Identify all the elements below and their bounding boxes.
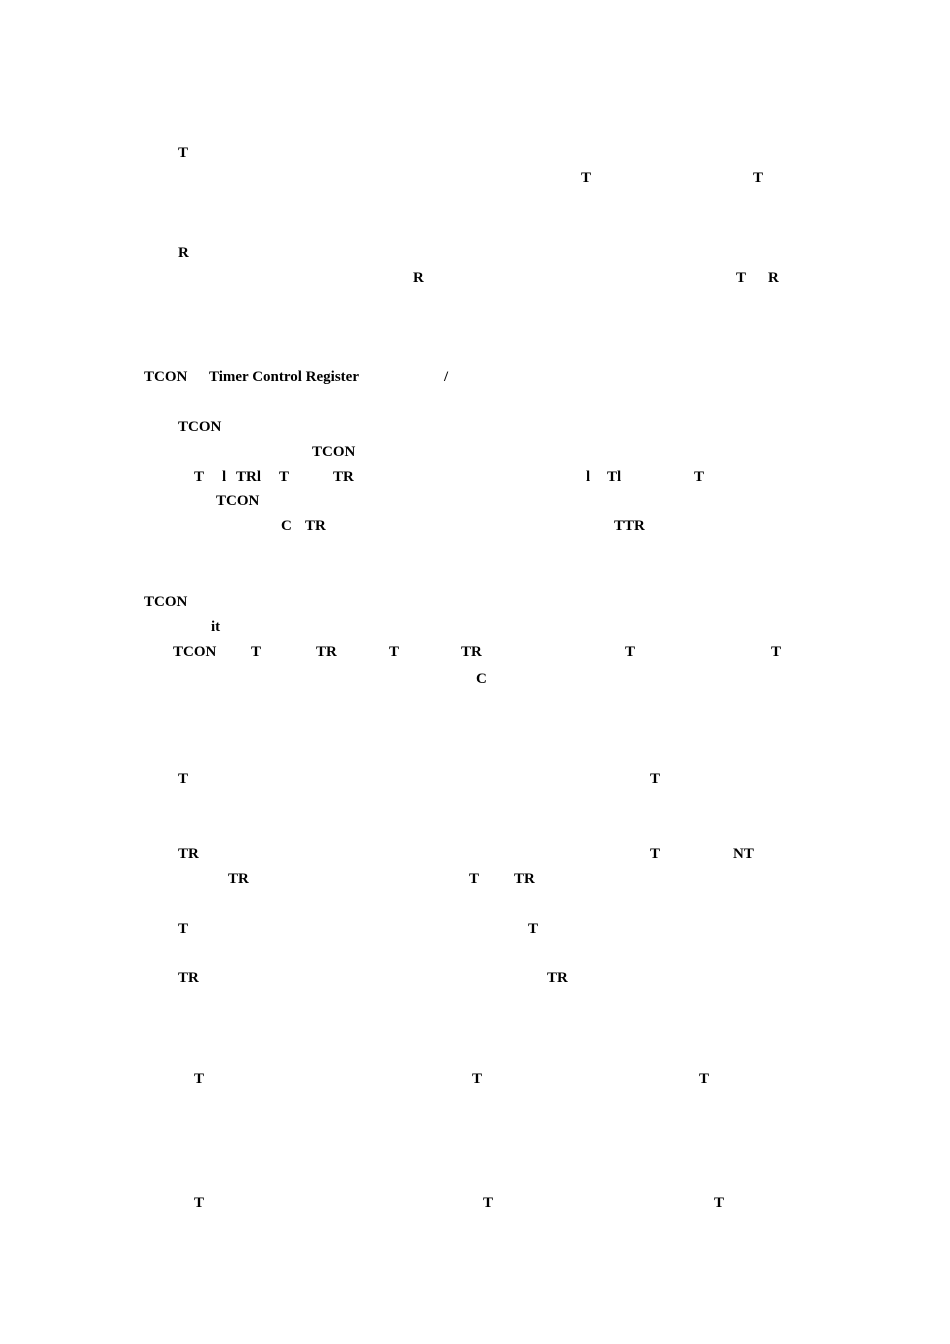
text-fragment: TCON xyxy=(216,493,260,509)
text-fragment: T xyxy=(581,170,592,186)
text-fragment: T xyxy=(650,846,661,862)
text-fragment: T xyxy=(528,921,539,937)
text-fragment: T xyxy=(178,145,189,161)
text-fragment: it xyxy=(211,619,221,635)
text-fragment: TCON xyxy=(178,419,222,435)
text-fragment: T xyxy=(736,270,747,286)
text-fragment: Tl xyxy=(607,469,622,485)
text-fragment: T xyxy=(625,644,636,660)
text-fragment: TR xyxy=(316,644,337,660)
text-fragment: T xyxy=(771,644,782,660)
text-fragment: TCON xyxy=(312,444,356,460)
text-fragment: T xyxy=(483,1195,494,1211)
text-fragment: R xyxy=(768,270,779,286)
text-fragment: T xyxy=(753,170,764,186)
text-fragment: / xyxy=(444,369,449,385)
text-fragment: R xyxy=(178,245,189,261)
text-fragment: TR xyxy=(514,871,535,887)
text-fragment: l xyxy=(222,469,227,485)
text-fragment: T xyxy=(194,469,205,485)
text-fragment: TR xyxy=(178,970,199,986)
text-fragment: l xyxy=(586,469,591,485)
text-fragment: T xyxy=(694,469,705,485)
text-fragment: T xyxy=(279,469,290,485)
text-fragment: T xyxy=(194,1195,205,1211)
text-fragment: T xyxy=(650,771,661,787)
text-fragment: TTR xyxy=(614,518,645,534)
text-fragment: T xyxy=(194,1071,205,1087)
text-fragment: T xyxy=(178,921,189,937)
text-fragment: TR xyxy=(228,871,249,887)
text-fragment: R xyxy=(413,270,424,286)
text-fragment: TCON xyxy=(173,644,217,660)
text-fragment: T xyxy=(178,771,189,787)
text-fragment: C xyxy=(281,518,292,534)
text-fragment: T xyxy=(389,644,400,660)
text-fragment: TR xyxy=(178,846,199,862)
text-fragment: TCON xyxy=(144,594,188,610)
text-fragment: TR xyxy=(305,518,326,534)
section-heading-title: Timer Control Register xyxy=(209,369,359,385)
text-fragment: TRl xyxy=(236,469,262,485)
text-fragment: T xyxy=(472,1071,483,1087)
text-fragment: T xyxy=(699,1071,710,1087)
text-fragment: T xyxy=(251,644,262,660)
section-heading-tcon: TCON xyxy=(144,369,188,385)
text-fragment: TR xyxy=(547,970,568,986)
text-fragment: TR xyxy=(461,644,482,660)
text-fragment: TR xyxy=(333,469,354,485)
text-fragment: T xyxy=(469,871,480,887)
text-fragment: C xyxy=(476,671,487,687)
text-fragment: NT xyxy=(733,846,754,862)
text-fragment: T xyxy=(714,1195,725,1211)
